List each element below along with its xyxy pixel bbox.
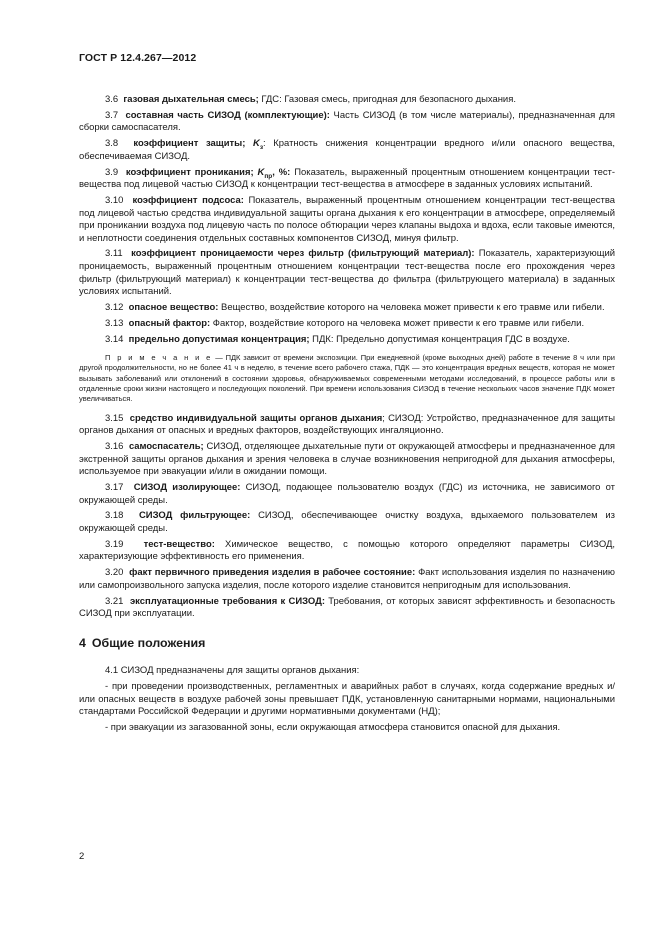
note (79, 353, 615, 404)
term-3-21: 3.21 эксплуатационные требования к СИЗОД: Требования, от которых зависят эффективность и безопасность СИЗОД при эксплуатации. (79, 595, 615, 620)
section-4-para-2: - при проведении производственных, регламентных и аварийных работ в случаях, когда содержание вредных и/или опасных веществ в воздухе рабочей зоны превышает ПДК, установленную санитарными нормами, национальными стандартами Российской Федерации и другими нормативными документами (НД); (79, 681, 615, 718)
section-4-heading: 4 Общие положения (79, 635, 206, 650)
note-label: П р и м е ч а н и е (105, 353, 213, 363)
term-3-15: 3.15 средство индивидуальной защиты органов дыхания; СИЗОД: Устройство, предназначенное для защиты органов дыхания от опасных и вредных факторов, воздействующих ингаляционно. (79, 412, 615, 437)
term-3-14: 3.14 предельно допустимая концентрация; ПДК: Предельно допустимая концентрация ГДС в воздухе. (105, 333, 570, 345)
term-3-13: 3.13 опасный фактор: Фактор, воздействие которого на человека может привести к его травме или гибели. (105, 317, 585, 329)
term-3-19: 3.19 тест-вещество: Химическое вещество, с помощью которого определяют параметры СИЗОД, характеризующие эффективность его применения. (79, 538, 615, 563)
term-3-12: 3.12 опасное вещество: Вещество, воздействие которого на человека может привести к его травме или гибели. (105, 302, 605, 314)
term-3-6: 3.6 газовая дыхательная смесь; ГДС: Газовая смесь, пригодная для безопасного дыхания. (105, 94, 516, 105)
term-3-16: 3.16 самоспасатель; СИЗОД, отделяющее дыхательные пути от окружающей атмосферы и предназначенное для экстренной защиты органов дыхания и зрения человека в случае возникновения непригодной для дыхания атмосферы, используемое при эвакуации и/или в ожидании помощи. (79, 441, 615, 478)
term-3-9: 3.9 коэффициент проникания; $K_{пр}$, %: Показатель, выраженный процентным отношением концентрации тест-вещества под лицевой частью СИЗОД к концентрации тест-вещества в атмосфере в заданных условиях испытаний. (79, 166, 616, 191)
document-header: ГОСТ Р 12.4.267—2012 (79, 52, 197, 64)
page-number: 2 (79, 851, 85, 862)
term-3-17: 3.17 СИЗОД изолирующее: СИЗОД, подающее пользователю воздух (ГДС) из источника, не зависимого от окружающей среды. (79, 482, 615, 506)
document-body (79, 94, 615, 738)
term-3-8: 3.8 коэффициент защиты; $K_з$: Кратность снижения концентрации вредного и/или опасного вещества, обеспечиваемая СИЗОД. (79, 138, 615, 162)
section-4-para-3: - при эвакуации из загазованной зоны, если окружающая атмосфера становится опасной для дыхания. (105, 722, 561, 734)
term-3-11: 3.11 коэффициент проницаемости через фильтр (фильтрующий материал): Показатель, характеризующий проницаемость, выраженный процентным отношением концентрации тест-вещества после его прохождения через фильтр (фильтрующий материал) к концентрации тест-вещества до фильтра (фильтрующего материала) в заданных условиях испытаний. (79, 248, 615, 298)
term-3-18: 3.18 СИЗОД фильтрующее: СИЗОД, обеспечивающее очистку воздуха, вдыхаемого пользователем из окружающей среды. (79, 510, 615, 534)
term-3-7: 3.7 составная часть СИЗОД (комплектующие): Часть СИЗОД (в том числе материалы), предназначенная для сборки самоспасателя. (79, 109, 615, 134)
term-3-10: 3.10 коэффициент подсоса: Показатель, выраженный процентным отношением концентрации тест-вещества под лицевой частью средства индивидуальной защиты органа дыхания к его концентрации в атмосфере, определяемый при проникании воздуха под лицевую часть по полосе обтюрации через клапаны выдоха и вдоха, если таковые имеются, и неплотности соединения отдельных составных компонентов СИЗОД, минуя фильтр. (79, 194, 615, 244)
section-4-para-1: 4.1 СИЗОД предназначены для защиты органов дыхания: (105, 665, 360, 677)
note-text: — ПДК зависит от времени экспозиции. При ежедневной (кроме выходных дней) работе в течение 8 ч или при другой продолжительности, но не более 41 ч в неделю, в течение всего рабочего стажа, ПДК — это концентрация вредных веществ, которая не может вызывать заболеваний или отклонений в состоянии здоровья, обнаруживаемых современными методами исследований, в процессе работы или в отдаленные сроки жизни настоящего и последующих поколений. При времени использования СИЗОД в течение нескольких часов значение ПДК может увеличиваться. (79, 353, 615, 404)
term-3-20: 3.20 факт первичного приведения изделия в рабочее состояние: Факт использования изделия по назначению или самопроизвольного запуска изделия, после которого изделие становится непригодным для использования. (79, 567, 616, 591)
